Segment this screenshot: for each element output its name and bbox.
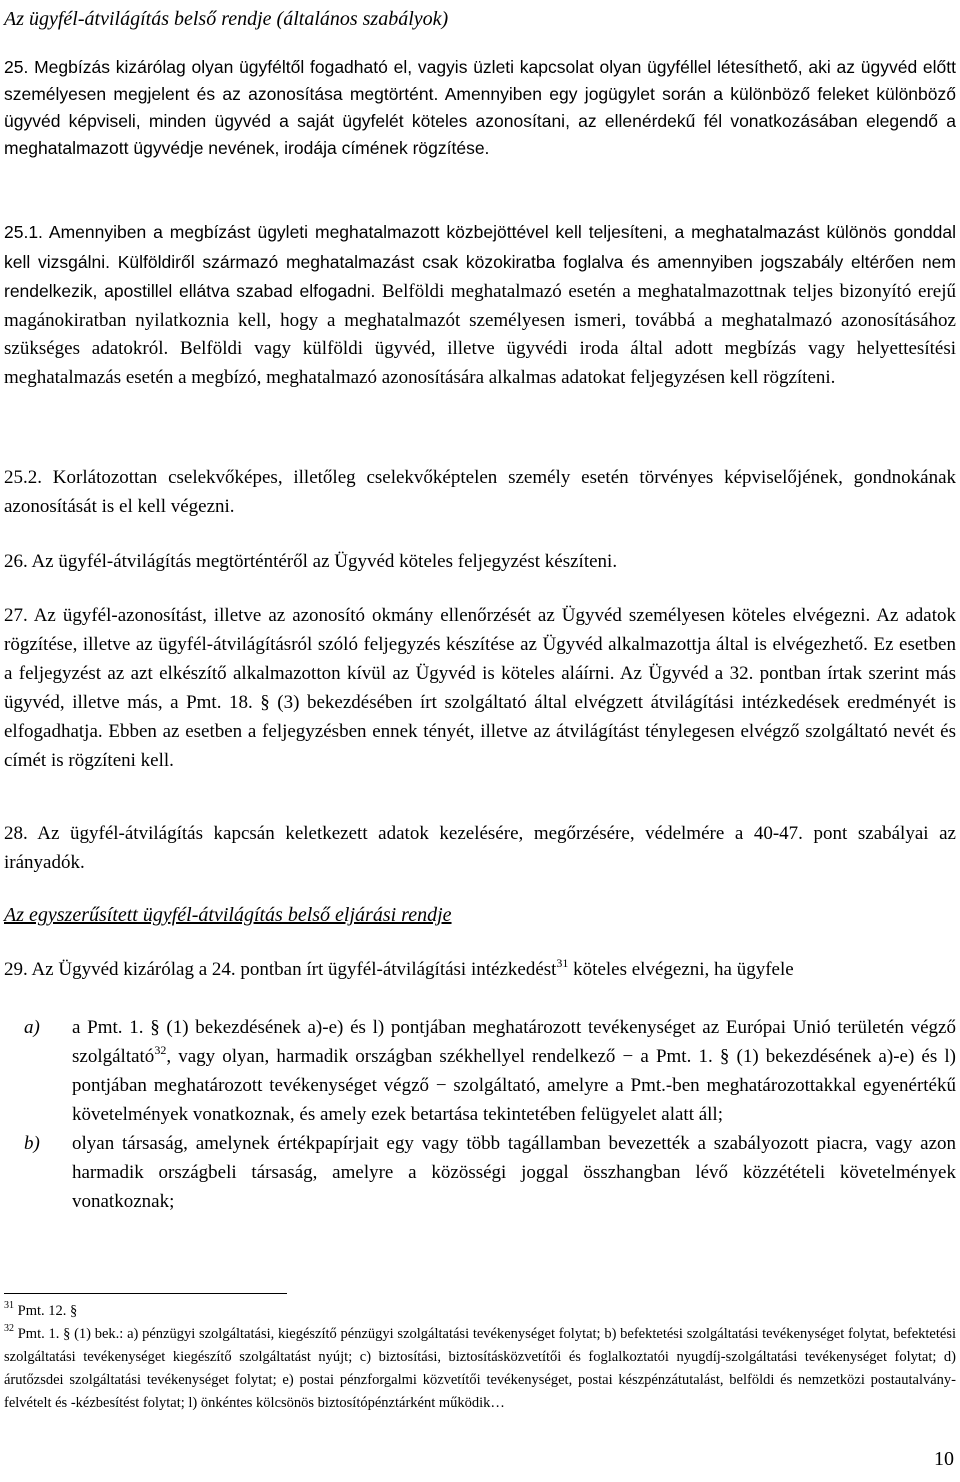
list-item-text: a Pmt. 1. § (1) bekezdésének a)-e) és l) pontjában meghatározott tevékenységet az Európai Unió területén végző szolgáltató$^{32}$, vagy olyan, harmadik országban székhellyel rendelkező − a Pmt. 1. § (1) bekezdésének a)-e) és l) pontjában meghatározott tevékenységet végző − szolgáltató, amelyre a Pmt.-ben meghatározottakkal egyenértékű követelmények vonatkoznak, és amely ezek betartása tekintetében felügyelet alatt áll; xyxy=(72,1017,956,1125)
footnote-ref-32[interactable]: 32 xyxy=(154,1042,167,1057)
section-heading-simplified: Az egyszerűsített ügyfél-átvilágítás belső eljárási rendje xyxy=(4,904,452,926)
paragraph-29: 29. Az Ügyvéd kizárólag a 24. pontban írt ügyfél-átvilágítási intézkedést$^{31}$ köteles elvégezni, ha ügyfele xyxy=(4,955,794,980)
section-heading-general: Az ügyfél-átvilágítás belső rendje (általános szabályok) xyxy=(4,8,449,30)
list-item xyxy=(4,1129,956,1216)
paragraph-26: 26. Az ügyfél-átvilágítás megtörténtéről az Ügyvéd köteles feljegyzést készíteni. xyxy=(4,551,618,572)
paragraph-27: 27. Az ügyfél-azonosítást, illetve az azonosító okmány ellenőrzését az Ügyvéd személyesen köteles elvégezni. Az adatok rögzítése, illetve az ügyfél-átvilágításról szóló feljegyzés készítése az Ügyvéd alkalmazottja által is elvégezhető. Ez esetben a feljegyzést az azt elkészítő alkalmazotton kívül az Ügyvéd is köteles aláírni. Az Ügyvéd a 32. pontban írtak szerint más ügyvéd, illetve más, a Pmt. 18. § (3) bekezdésében írt szolgáltató által elvégzett átvilágítási intézkedések eredményét is elfogadhatja. Ebben az esetben a feljegyzésben ennek tényét, illetve az átvilágítást ténylegesen elvégző szolgáltató nevét és címét is rögzíteni kell. xyxy=(4,605,956,771)
paragraph-25: 25. Megbízás kizárólag olyan ügyféltől fogadható el, vagyis üzleti kapcsolat olyan ügyféllel létesíthető, aki az ügyvéd előtt személyesen megjelent és az azonosítása megtörtént. Amennyiben egy jogügylet során a különböző feleket különböző ügyvéd képviseli, minden ügyvéd a saját ügyfelét köteles azonosítani, az ellenérdekű fél vonatkozásában elegendő a meghatalmazott ügyvédje nevének, irodája címének rögzítése. xyxy=(4,57,956,158)
footnote-divider xyxy=(4,1293,287,1294)
paragraph-28: 28. Az ügyfél-átvilágítás kapcsán keletkezett adatok kezelésére, megőrzésére, védelmére a 40-47. pont szabályai az irányadók. xyxy=(4,823,956,873)
condition-list xyxy=(4,1013,956,1216)
page-number: 10 xyxy=(934,1448,954,1470)
paragraph-25-1: 25.1. Amennyiben a megbízást ügyleti meghatalmazott közbejöttével kell teljesíteni, a meghatalmazást különös gonddal kell vizsgálni. Külföldiről származó meghatalmazást csak közokiratba foglalva és amennyiben jogszabály eltérően nem rendelkezik, apostillel ellátva szabad elfogadni. Belföldi meghatalmazó esetén a meghatalmazottnak teljes bizonyító erejű magánokiratban nyilatkoznia kell, hogy a meghatalmazót személyesen ismeri, továbbá a meghatalmazó azonosításához szükséges adatokról. Belföldi vagy külföldi ügyvéd, illetve ügyvédi iroda által adott megbízás vagy helyettesítési meghatalmazás esetén a megbízó, meghatalmazó azonosítására alkalmas adatokat feljegyzésen kell rögzíteni. xyxy=(4,222,956,388)
list-item-label: a) xyxy=(24,1017,40,1038)
footnote-32: $^{32}$ Pmt. 1. § (1) bek.: a) pénzügyi szolgáltatási, kiegészítő pénzügyi szolgáltatási tevékenységet folytat; b) befektetési szolgáltatási tevékenységet folytat, befektetési szolgáltatási tevékenységet kiegészítő szolgáltatást nyújt; c) biztosítási, biztosításközvetítői és foglalkoztatói nyugdíj-szolgáltatási tevékenységet folytat; d) árutőzsdei szolgáltatási tevékenységet folytat; e) postai pénzforgalmi közvetítői tevékenységet, postai készpénzátutalást, belföldi és nemzetközi postautalvány-felvételt és -kézbesítést folytat; l) önkéntes kölcsönös biztosítópénztárként működik… xyxy=(4,1323,956,1411)
list-item-label: b) xyxy=(24,1133,40,1154)
paragraph-25-2: 25.2. Korlátozottan cselekvőképes, illetőleg cselekvőképtelen személy esetén törvényes képviselőjének, gondnokának azonosítását is el kell végezni. xyxy=(4,467,956,517)
list-item xyxy=(4,1013,956,1129)
footnote-31: $^{31}$ Pmt. 12. § xyxy=(4,1300,78,1319)
footnotes xyxy=(4,1300,956,1415)
list-item-text: olyan társaság, amelynek értékpapírjait egy vagy több tagállamban bevezették a szabályozott piacra, vagy azon harmadik országbeli társaság, amelyre a közösségi joggal összhangban lévő közzétételi követelmények vonatkoznak; xyxy=(72,1133,956,1212)
footnote-ref-31[interactable]: 31 xyxy=(556,955,569,970)
